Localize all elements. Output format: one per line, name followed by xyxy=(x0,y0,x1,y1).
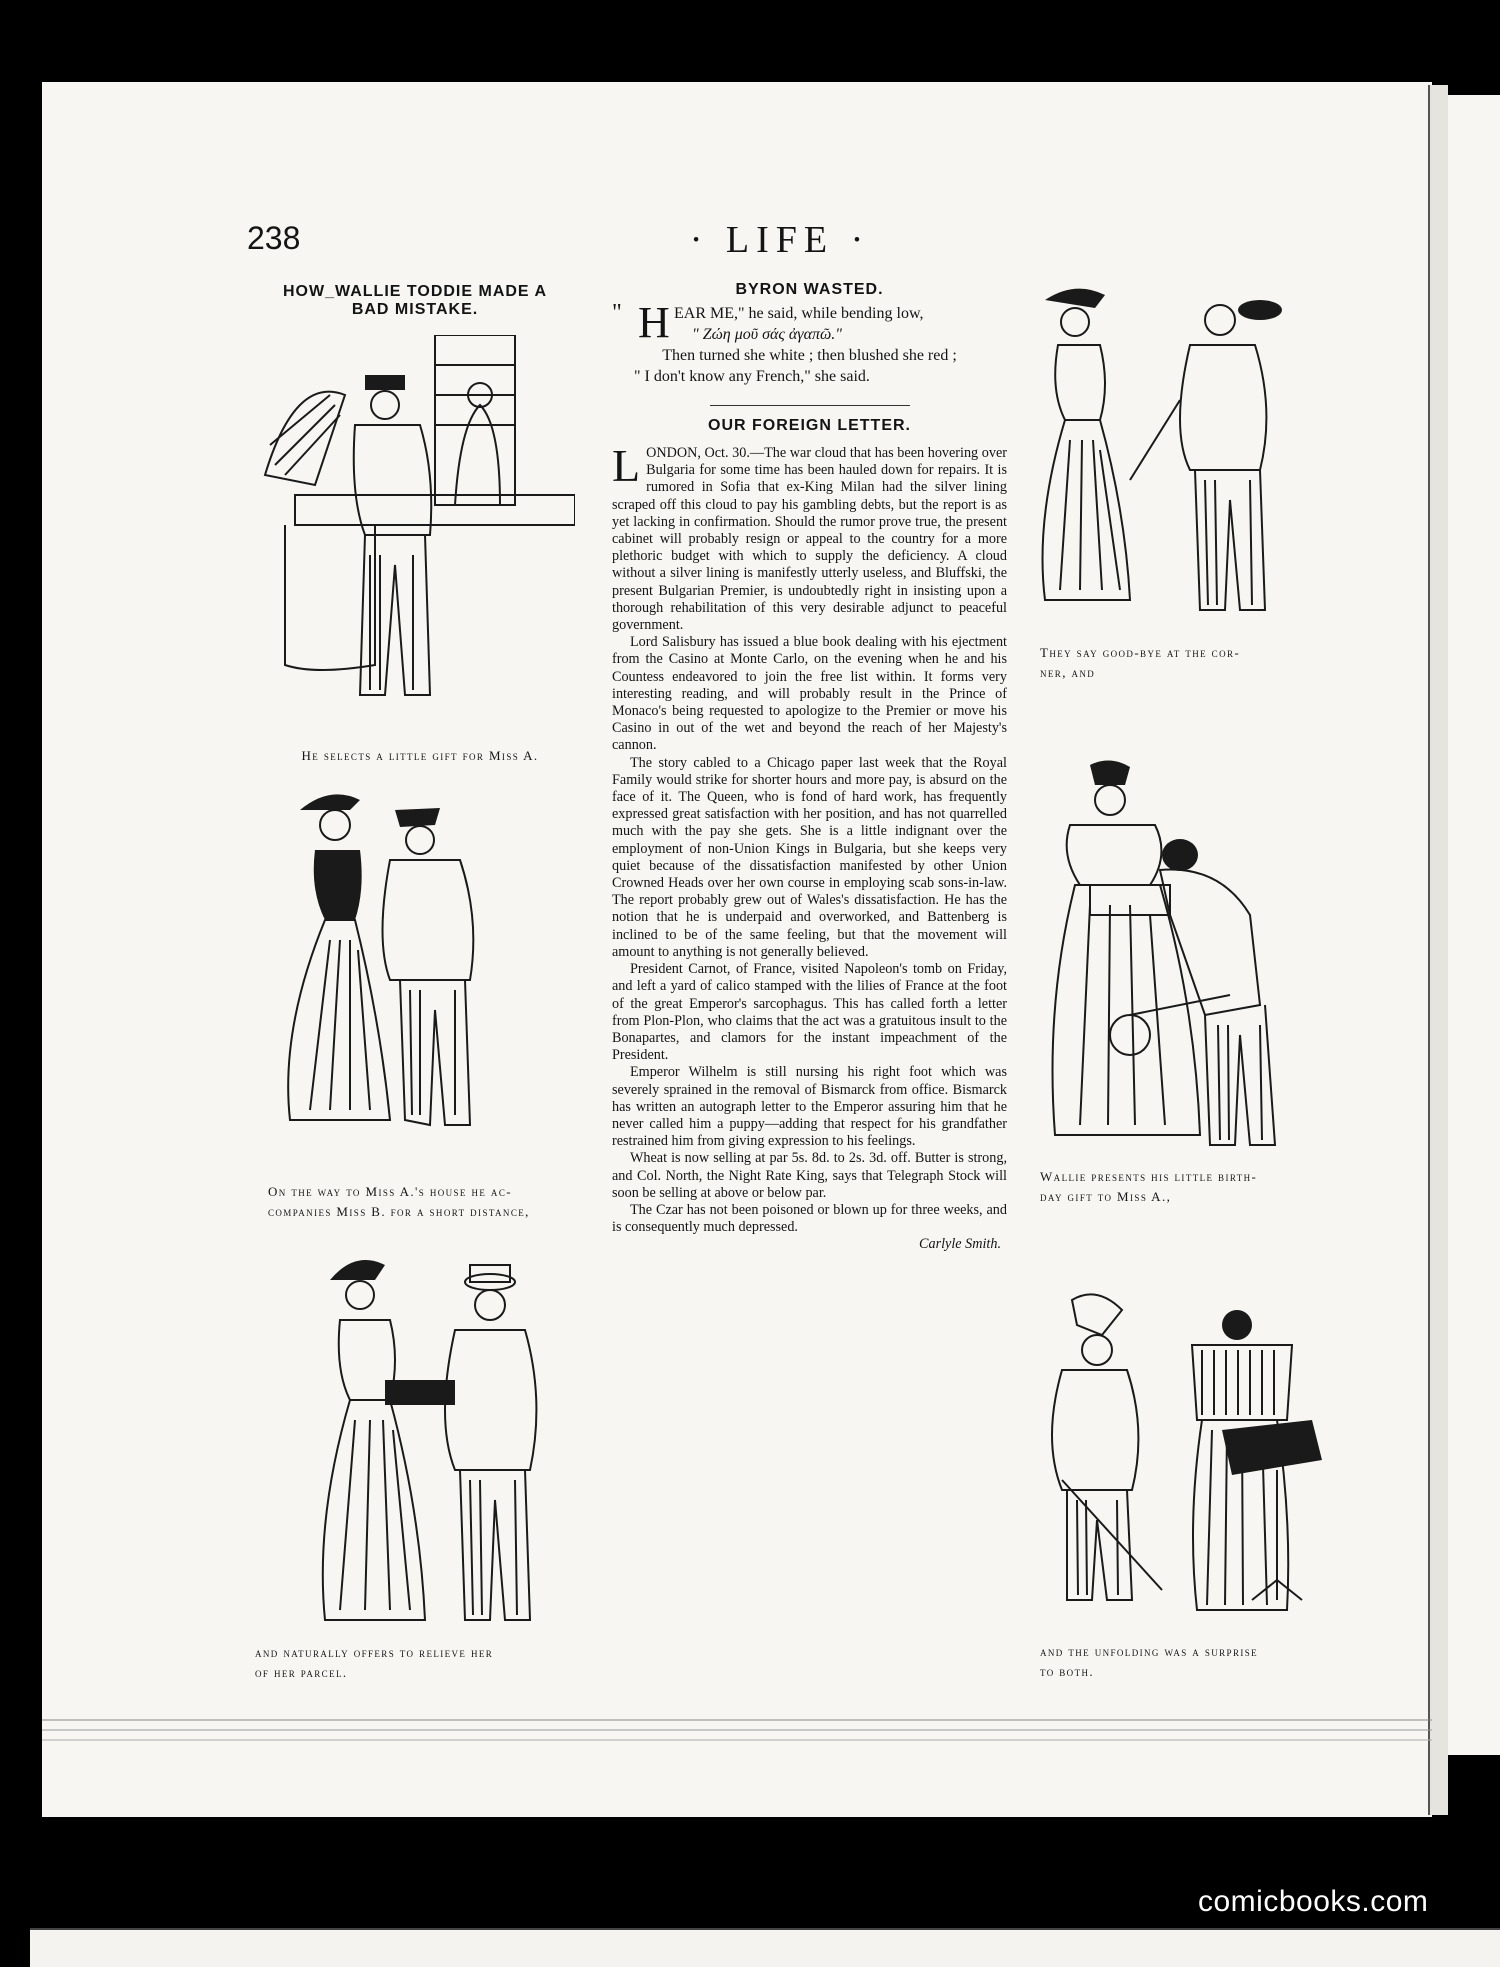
illustration-parcel xyxy=(315,1240,575,1640)
caption-3-line1: and naturally offers to relieve her xyxy=(255,1645,494,1660)
paragraph-1: LONDON, Oct. 30.—The war cloud that has been hovering over Bulgaria for some time has been hauled down for repairs. It is rumored in Sofia that ex-King Milan had the silver lining scraped off this cloud to pay his gambling debts, but the report is as yet lacking in confirmation. Should the rumor prove true, the present cabinet will probably resign or appeal to the country for a more plethoric budget with which to supply the deficiency. A cloud without a silver lining is manifestly utterly useless, and Bluffski, the present Bulgarian Premier, is undoubtedly right in insisting upon a thorough rehabilitation of this very desirable adjunct to peaceful government. xyxy=(612,440,1007,634)
comic-title-line2: BAD MISTAKE. xyxy=(351,301,479,318)
comic-title-line1: HOW_WALLIE TODDIE MADE A xyxy=(283,283,547,300)
section-divider xyxy=(710,405,910,406)
poem-line-4: " I don't know any French," she said. xyxy=(634,368,870,385)
poem-line-2: " Ζώη μοῦ σάς ἀγαπῶ." xyxy=(692,326,843,343)
caption-6 xyxy=(1040,1642,1345,1682)
paragraph-3: The story cabled to a Chicago paper last week that the Royal Family would strike for shorter hours and more pay, is absurd on the face of it. The Queen, who is fond of hard work, has frequently expressed great satisfaction with her position, and has not quarrelled much with the pay she gets. She is a little indignant over the employment of non-Union Kings in Bulgaria, but she keeps very quiet because of the dissatisfaction manifested by other Union Crowned Heads over her own course in employing scab sons-in-law. The report probably grew out of Wales's dissatisfaction. He has the notion that he is underpaid and overworked, and Battenberg is inclined to be of the same feeling, but that the movement will amount to anything is not generally believed. xyxy=(612,754,1007,960)
poem-title: BYRON WASTED. xyxy=(735,281,884,298)
stacked-page-edges xyxy=(42,1710,1432,1810)
poem-open-quote: " xyxy=(612,300,622,326)
next-page-edge xyxy=(30,1928,1500,1967)
paragraph-4: President Carnot, of France, visited Napoleon's tomb on Friday, and left a yard of calico stamped with the lilies of France at the foot of the great Emperor's sarcophagus. This has called forth a letter from Plon-Plon, who claims that the act was a gratuitous insult to the Bonapartes, and clamors for the instant impeachment of the President. xyxy=(612,961,1007,1064)
page-number: 238 xyxy=(247,220,301,256)
illustration-good-bye xyxy=(1030,280,1330,620)
paragraph-2: Lord Salisbury has issued a blue book dealing with his ejectment from the Casino at Monte Carlo, on the evening when he and his Countess endeavored to join the free list within. It forms very interesting reading, and will probably result in the Prince of Monaco's being requested to apologize to the Premier or move his Casino in out of the wet and beyond the reach of her Majesty's cannon. xyxy=(612,634,1007,754)
signature: Carlyle Smith. xyxy=(919,1236,1001,1253)
caption-6-line1: and the unfolding was a surprise xyxy=(1040,1644,1259,1659)
poem-line-3: Then turned she white ; then blushed she red ; xyxy=(662,347,957,364)
caption-4-line1: They say good-bye at the cor- xyxy=(1040,645,1241,660)
paragraph-6: Wheat is now selling at par 5s. 8d. to 2s. 3d. off. Butter is strong, and Col. North, the Night Rate King, says that Telegraph Stock will soon be selling at above or below par. xyxy=(612,1150,1007,1201)
illustration-birthday-gift xyxy=(1030,755,1330,1155)
caption-2-line2: companies Miss B. for a short distance, xyxy=(268,1204,530,1219)
illustration-unfolding xyxy=(1022,1280,1342,1630)
caption-4-line2: ner, and xyxy=(1040,665,1096,680)
poem-block xyxy=(612,298,1007,387)
paragraph-5: Emperor Wilhelm is still nursing his right foot which was severely sprained in the removal of Bismarck from office. Bismarck has written an autograph letter to the Emperor assuring him that he never called him a puppy—adding that respect for his grandfather restrained him from giving expression to his feelings. xyxy=(612,1064,1007,1150)
caption-6-line2: to both. xyxy=(1040,1664,1095,1679)
illustration-shop-counter xyxy=(255,335,575,735)
caption-5-line1: Wallie presents his little birth- xyxy=(1040,1169,1258,1184)
poem-dropcap: H xyxy=(638,298,670,347)
caption-5 xyxy=(1040,1167,1345,1207)
letter-title: OUR FOREIGN LETTER. xyxy=(708,417,911,434)
page-spine-edge xyxy=(1428,85,1448,1815)
poem-line-1: EAR ME," he said, while bending low, xyxy=(674,305,924,322)
masthead-title: · LIFE · xyxy=(689,219,871,261)
letter-body xyxy=(612,440,1007,1254)
paragraph-7: The Czar has not been poisoned or blown up for three weeks, and is consequently much depressed. xyxy=(612,1201,1007,1236)
comic-title xyxy=(245,283,585,319)
caption-3 xyxy=(255,1643,595,1683)
caption-3-line2: of her parcel. xyxy=(255,1665,348,1680)
caption-4 xyxy=(1040,643,1345,683)
caption-2-line1: On the way to Miss A.'s house he ac- xyxy=(268,1184,512,1199)
caption-1: He selects a little gift for Miss A. xyxy=(301,748,539,763)
caption-2 xyxy=(268,1182,598,1222)
watermark: comicbooks.com xyxy=(1198,1885,1429,1918)
illustration-walking-miss-b xyxy=(270,780,570,1150)
caption-5-line2: day gift to Miss A., xyxy=(1040,1189,1172,1204)
adjacent-page-edge xyxy=(1446,95,1500,1755)
letter-dropcap: L xyxy=(612,440,641,491)
